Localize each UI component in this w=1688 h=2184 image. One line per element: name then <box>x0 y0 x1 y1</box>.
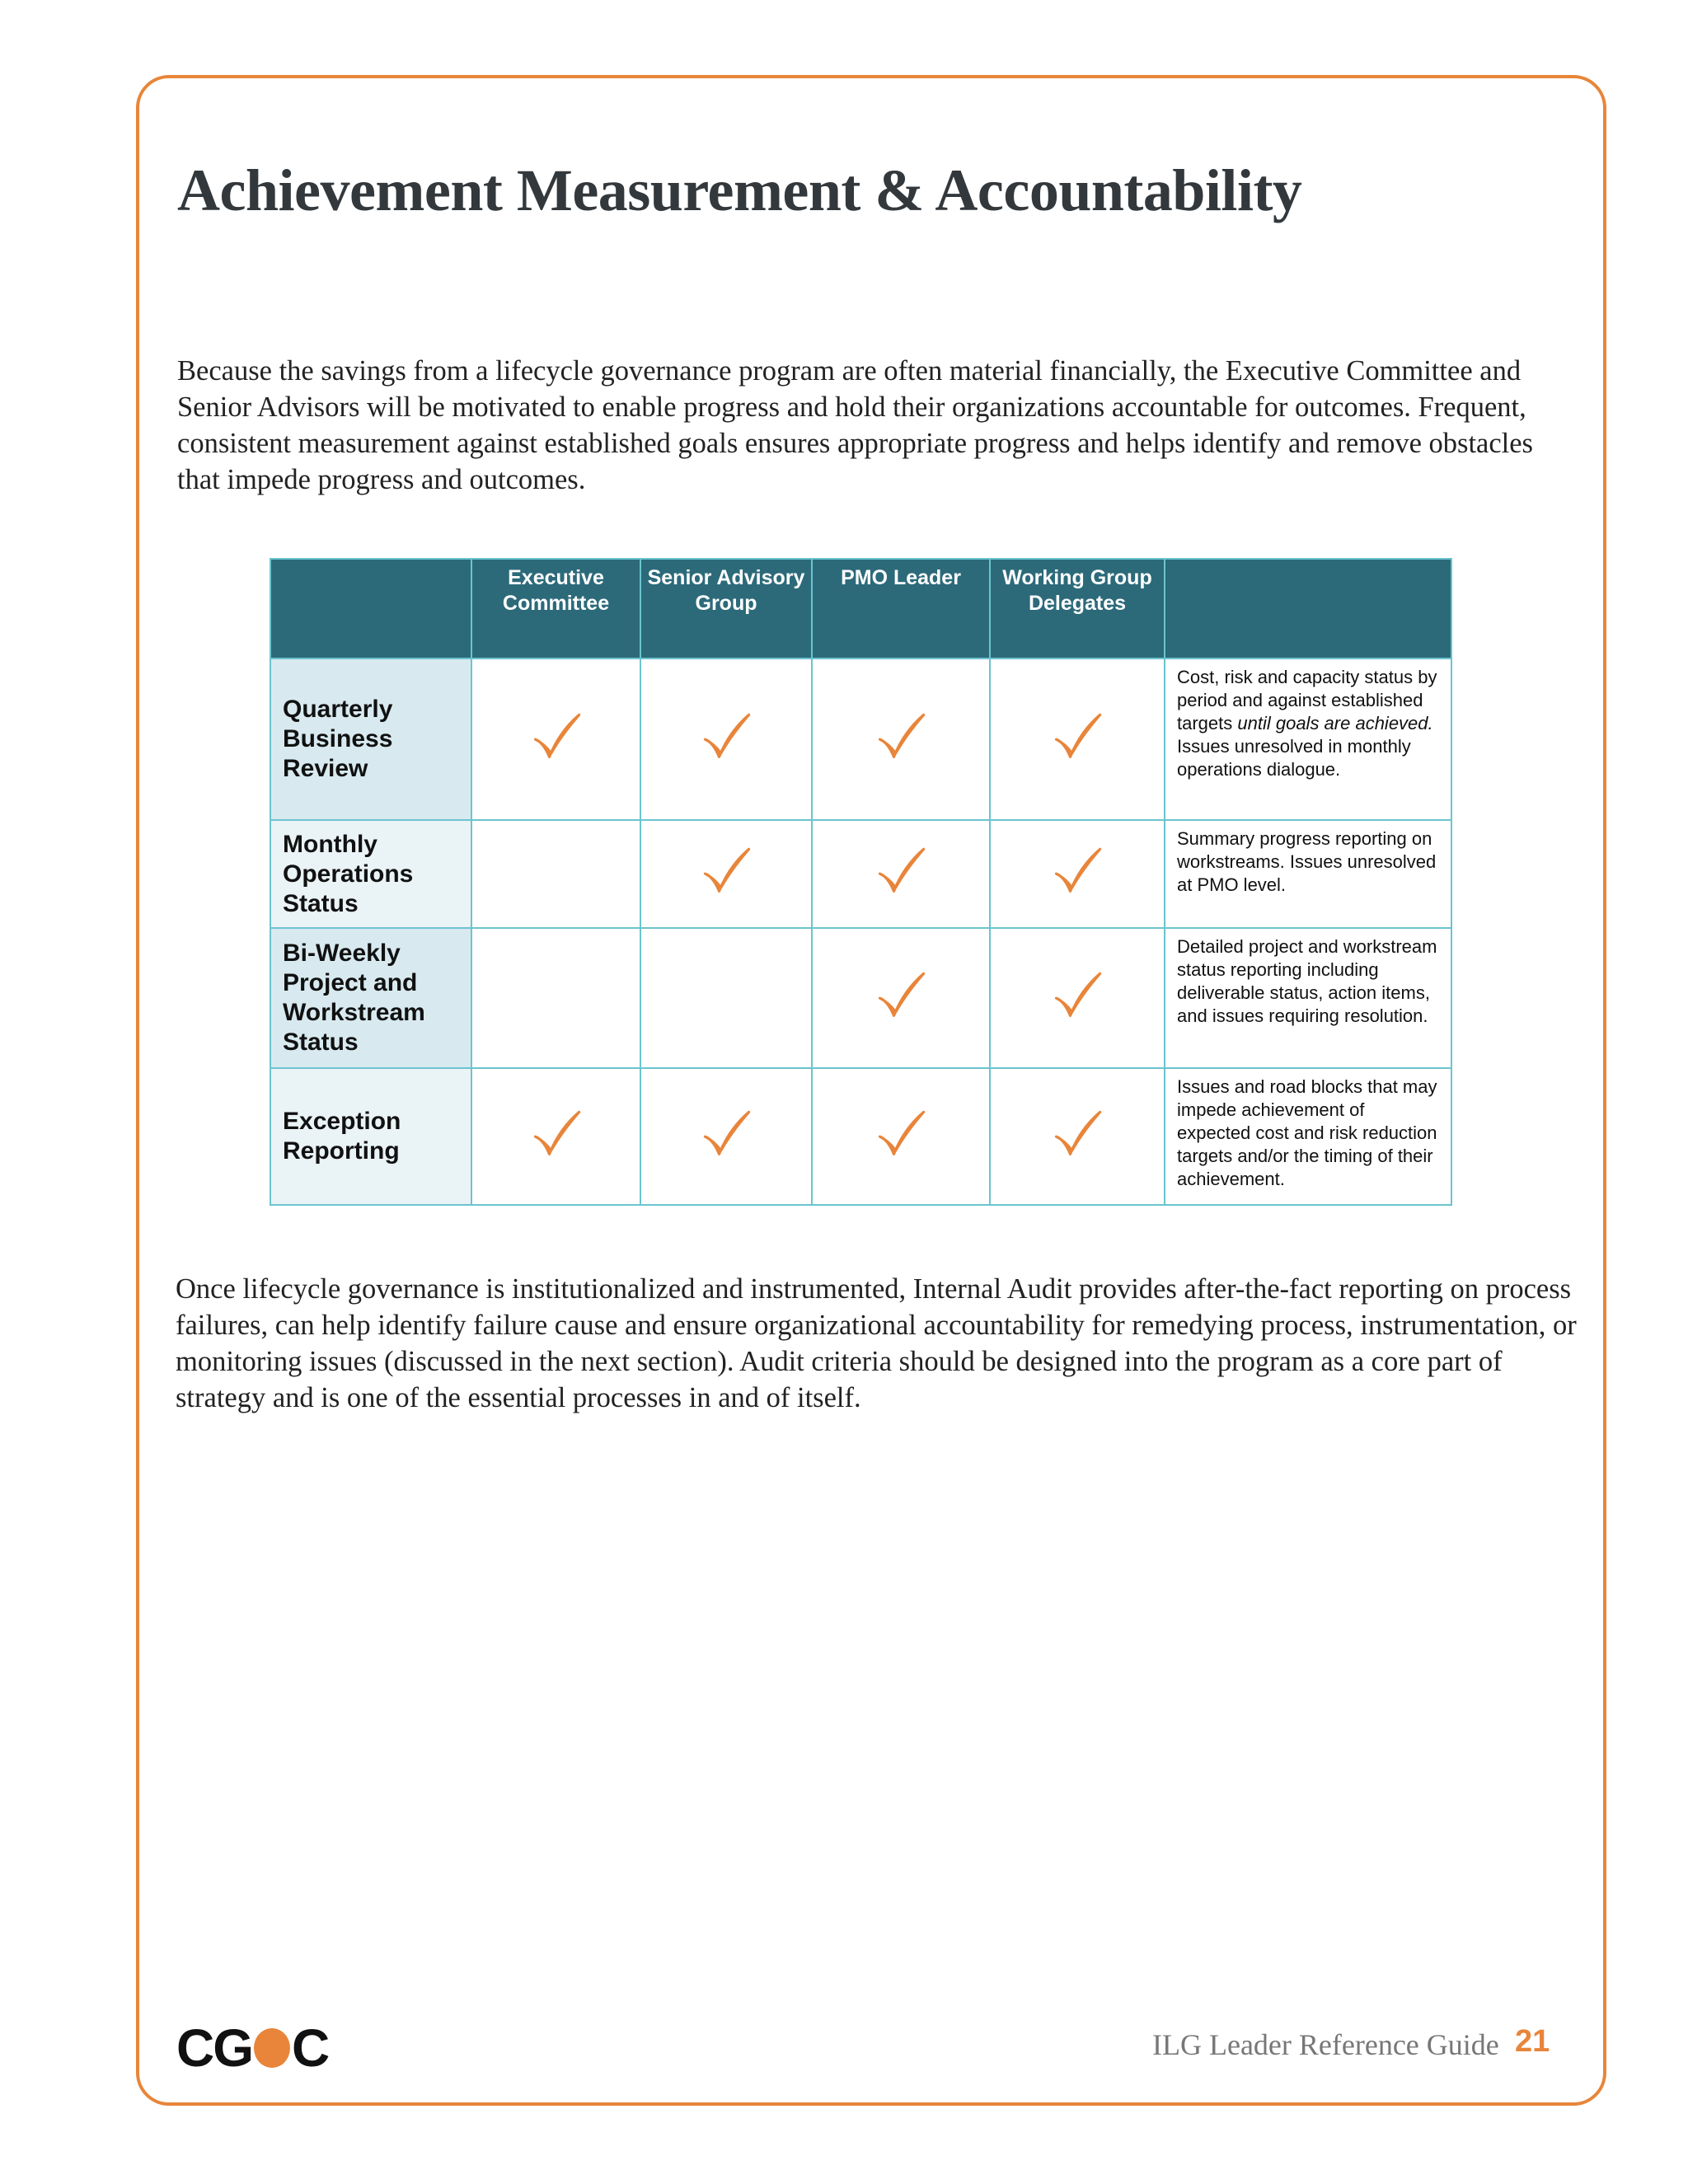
checkmark-icon <box>873 1107 929 1163</box>
checkmark-icon <box>698 710 754 766</box>
logo-orange-o <box>254 2028 290 2068</box>
check-cell <box>640 820 812 928</box>
guide-title: ILG Leader Reference Guide <box>1152 2028 1499 2061</box>
accountability-matrix <box>270 558 1452 1206</box>
check-cell <box>640 928 812 1068</box>
check-cell <box>990 1068 1165 1205</box>
checkmark-icon <box>1049 844 1105 900</box>
header-description <box>1165 559 1451 658</box>
header-senior-advisory-group: Senior Advisory Group <box>640 559 812 658</box>
checkmark-icon <box>873 710 929 766</box>
check-cell <box>990 658 1165 820</box>
checkmark-icon <box>528 710 584 766</box>
row-label: Bi-Weekly Project and Workstream Status <box>270 928 471 1068</box>
checkmark-icon <box>1049 968 1105 1024</box>
checkmark-icon <box>698 1107 754 1163</box>
checkmark-icon <box>873 844 929 900</box>
check-cell <box>812 658 990 820</box>
table-row <box>270 820 1451 928</box>
check-cell <box>990 820 1165 928</box>
row-description: Detailed project and workstream status reporting including deliverable status, action items, and issues requiring resolution. <box>1165 928 1451 1068</box>
row-description: Cost, risk and capacity status by period and against established targets until goals are achieved. Issues unresolved in monthly operations dialogue. <box>1165 658 1451 820</box>
check-cell <box>640 658 812 820</box>
check-cell <box>812 820 990 928</box>
header-executive-committee: Executive Committee <box>471 559 640 658</box>
header-corner <box>270 559 471 658</box>
row-description: Issues and road blocks that may impede achievement of expected cost and risk reduction targets and/or the timing of their achievement. <box>1165 1068 1451 1205</box>
check-cell <box>812 1068 990 1205</box>
logo-text-right: C <box>292 2018 329 2078</box>
matrix-header-row <box>270 559 1451 658</box>
check-cell <box>990 928 1165 1068</box>
closing-paragraph: Once lifecycle governance is institutionalized and instrumented, Internal Audit provides after-the-fact reporting on process failures, can help identify failure cause and ensure organizational accountability for remedying process, instrumentation, or monitoring issues (discussed in the next section). Audit criteria should be designed into the program as a core part of strategy and is one of the essential processes in and of itself. <box>176 1273 1577 1413</box>
table-row <box>270 1068 1451 1205</box>
cgoc-logo <box>176 2018 328 2079</box>
checkmark-icon <box>1049 1107 1105 1163</box>
check-cell <box>471 928 640 1068</box>
row-label: Monthly Operations Status <box>270 820 471 928</box>
header-working-group-delegates: Working Group Delegates <box>990 559 1165 658</box>
check-cell <box>640 1068 812 1205</box>
table-row <box>270 658 1451 820</box>
check-cell <box>471 658 640 820</box>
checkmark-icon <box>873 968 929 1024</box>
check-cell <box>812 928 990 1068</box>
row-label: Quarterly Business Review <box>270 658 471 820</box>
header-pmo-leader: PMO Leader <box>812 559 990 658</box>
intro-paragraph: Because the savings from a lifecycle governance program are often material financially, the Executive Committee and Senior Advisors will be motivated to enable progress and hold their organizations accountable for outcomes. Frequent, consistent measurement against established goals ensures appropriate progress and helps identify and remove obstacles that impede progress and outcomes. <box>177 355 1533 495</box>
logo-text-left: CG <box>176 2018 252 2078</box>
page-number: 21 <box>1515 2024 1550 2059</box>
checkmark-icon <box>1049 710 1105 766</box>
row-description: Summary progress reporting on workstreams. Issues unresolved at PMO level. <box>1165 820 1451 928</box>
row-label: Exception Reporting <box>270 1068 471 1205</box>
check-cell <box>471 1068 640 1205</box>
check-cell <box>471 820 640 928</box>
table-row <box>270 928 1451 1068</box>
checkmark-icon <box>528 1107 584 1163</box>
page-title: Achievement Measurement & Accountability <box>177 157 1302 223</box>
checkmark-icon <box>698 844 754 900</box>
